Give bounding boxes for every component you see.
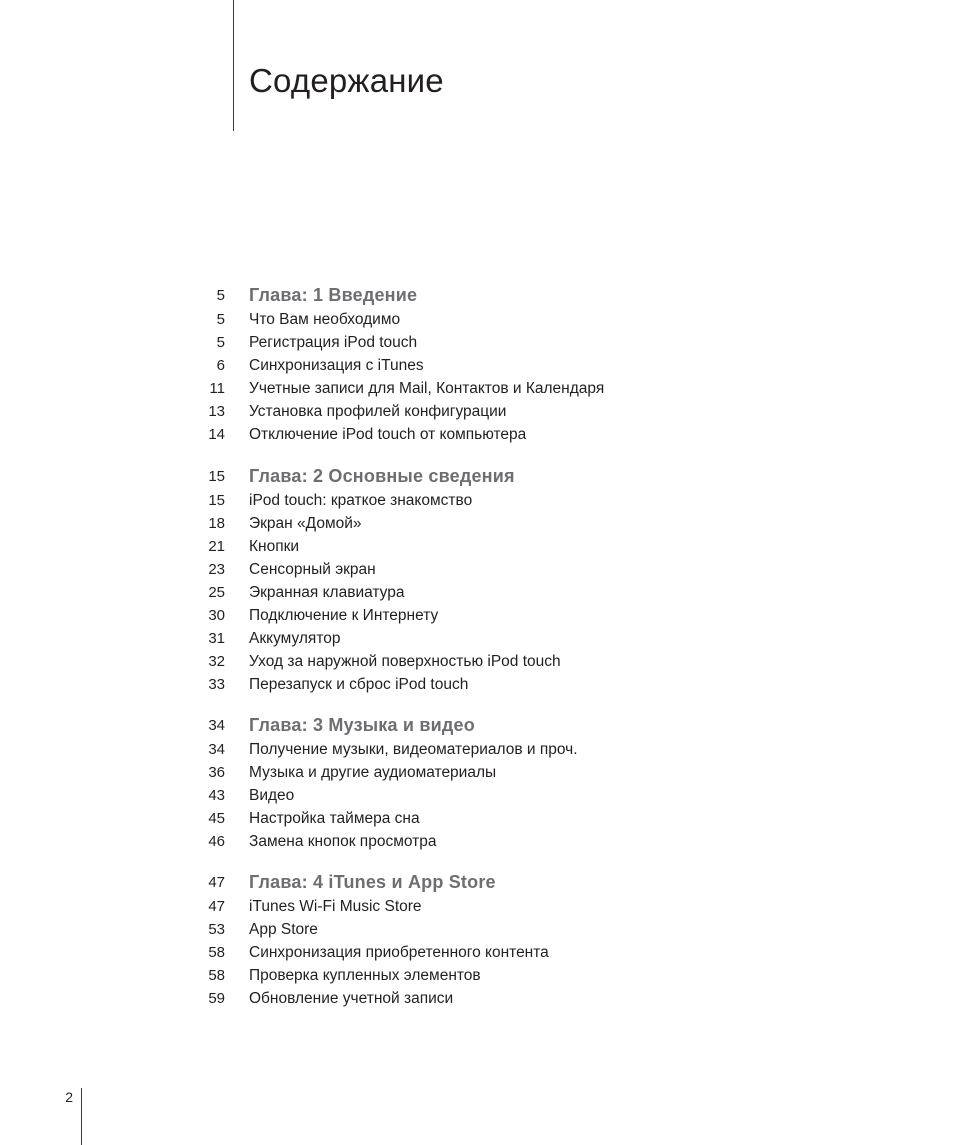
toc-entry-title: iPod touch: краткое знакомство xyxy=(249,492,473,509)
toc-chapter-heading[interactable] xyxy=(150,466,850,488)
toc-entry-title: Музыка и другие аудиоматериалы xyxy=(249,764,497,781)
toc-page-number: 5 xyxy=(216,311,225,328)
toc-chapter-heading[interactable] xyxy=(150,715,850,737)
toc-entry[interactable] xyxy=(150,628,850,650)
toc-page-number: 13 xyxy=(208,403,225,420)
table-of-contents xyxy=(150,0,850,1145)
toc-entry[interactable] xyxy=(150,605,850,627)
toc-page-number: 43 xyxy=(208,787,225,804)
toc-entry[interactable] xyxy=(150,490,850,512)
toc-page-number: 45 xyxy=(208,810,225,827)
toc-entry[interactable] xyxy=(150,942,850,964)
toc-entry[interactable] xyxy=(150,559,850,581)
toc-page-number: 5 xyxy=(216,334,225,351)
page-number: 2 xyxy=(65,1089,73,1105)
toc-entry-title: Настройка таймера сна xyxy=(249,810,420,827)
toc-entry[interactable] xyxy=(150,919,850,941)
toc-entry-title: Синхронизация с iTunes xyxy=(249,357,424,374)
toc-entry-title: Подключение к Интернету xyxy=(249,607,439,624)
toc-entry[interactable] xyxy=(150,651,850,673)
toc-entry-title: Синхронизация приобретенного контента xyxy=(249,944,549,961)
toc-chapter-title: Глава: 2 Основные сведения xyxy=(249,466,515,486)
toc-page-number: 31 xyxy=(208,630,225,647)
toc-chapter-title: Глава: 4 iTunes и App Store xyxy=(249,872,496,892)
toc-entry[interactable] xyxy=(150,808,850,830)
page-title: Содержание xyxy=(249,62,444,99)
toc-entry[interactable] xyxy=(150,674,850,696)
toc-entry-title: Регистрация iPod touch xyxy=(249,334,418,351)
toc-page-number: 34 xyxy=(208,741,225,758)
toc-entry-title: Экран «Домой» xyxy=(249,515,362,532)
toc-entry-title: Учетные записи для Mail, Контактов и Календаря xyxy=(249,380,605,397)
toc-page-number: 18 xyxy=(208,515,225,532)
toc-page-number: 23 xyxy=(208,561,225,578)
toc-chapter-heading[interactable] xyxy=(150,872,850,894)
toc-entry-title: iTunes Wi-Fi Music Store xyxy=(249,898,422,915)
toc-entry[interactable] xyxy=(150,309,850,331)
toc-entry-title: Уход за наружной поверхностью iPod touch xyxy=(249,653,561,670)
toc-entry-title: Установка профилей конфигурации xyxy=(249,403,507,420)
toc-page-number: 53 xyxy=(208,921,225,938)
toc-entry-title: Кнопки xyxy=(249,538,300,555)
toc-entry-title: Экранная клавиатура xyxy=(249,584,405,601)
toc-chapter-title: Глава: 1 Введение xyxy=(249,285,418,305)
toc-page-number: 6 xyxy=(216,357,225,374)
toc-entry[interactable] xyxy=(150,401,850,423)
toc-entry[interactable] xyxy=(150,831,850,853)
toc-entry[interactable] xyxy=(150,355,850,377)
toc-page-number: 36 xyxy=(208,764,225,781)
toc-entry[interactable] xyxy=(150,582,850,604)
toc-entry-title: Отключение iPod touch от компьютера xyxy=(249,426,527,443)
toc-page-number: 33 xyxy=(208,676,225,693)
toc-entry[interactable] xyxy=(150,332,850,354)
toc-page-number: 34 xyxy=(208,717,225,734)
toc-page-number: 5 xyxy=(216,287,225,304)
toc-chapter-title: Глава: 3 Музыка и видео xyxy=(249,715,475,735)
toc-entry[interactable] xyxy=(150,536,850,558)
toc-page-number: 15 xyxy=(208,468,225,485)
footer-divider xyxy=(81,1088,82,1145)
toc-entry-title: Перезапуск и сброс iPod touch xyxy=(249,676,469,693)
toc-entry-title: App Store xyxy=(249,921,318,938)
toc-entry-title: Аккумулятор xyxy=(249,630,341,647)
toc-entry[interactable] xyxy=(150,896,850,918)
toc-page-number: 46 xyxy=(208,833,225,850)
toc-page-number: 47 xyxy=(208,898,225,915)
toc-page-number: 11 xyxy=(209,380,225,397)
toc-entry-title: Обновление учетной записи xyxy=(249,990,454,1007)
toc-page-number: 58 xyxy=(208,967,225,984)
toc-page-number: 58 xyxy=(208,944,225,961)
toc-page-number: 59 xyxy=(208,990,225,1007)
toc-entry[interactable] xyxy=(150,513,850,535)
toc-entry-title: Видео xyxy=(249,787,295,804)
toc-chapter-heading[interactable] xyxy=(150,285,850,307)
toc-entry-title: Сенсорный экран xyxy=(249,561,376,578)
toc-entry[interactable] xyxy=(150,762,850,784)
toc-entry[interactable] xyxy=(150,378,850,400)
toc-page-number: 47 xyxy=(208,874,225,891)
toc-entry[interactable] xyxy=(150,988,850,1010)
toc-entry[interactable] xyxy=(150,965,850,987)
toc-entry[interactable] xyxy=(150,739,850,761)
toc-entry-title: Что Вам необходимо xyxy=(249,311,401,328)
toc-entry[interactable] xyxy=(150,424,850,446)
toc-entry-title: Проверка купленных элементов xyxy=(249,967,481,984)
toc-page-number: 21 xyxy=(208,538,225,555)
toc-page-number: 15 xyxy=(208,492,225,509)
toc-page-number: 25 xyxy=(208,584,225,601)
toc-entry-title: Получение музыки, видеоматериалов и проч. xyxy=(249,741,578,758)
toc-page-number: 30 xyxy=(208,607,225,624)
toc-page-number: 14 xyxy=(208,426,225,443)
toc-page-number: 32 xyxy=(208,653,225,670)
toc-entry[interactable] xyxy=(150,785,850,807)
toc-entry-title: Замена кнопок просмотра xyxy=(249,833,437,850)
